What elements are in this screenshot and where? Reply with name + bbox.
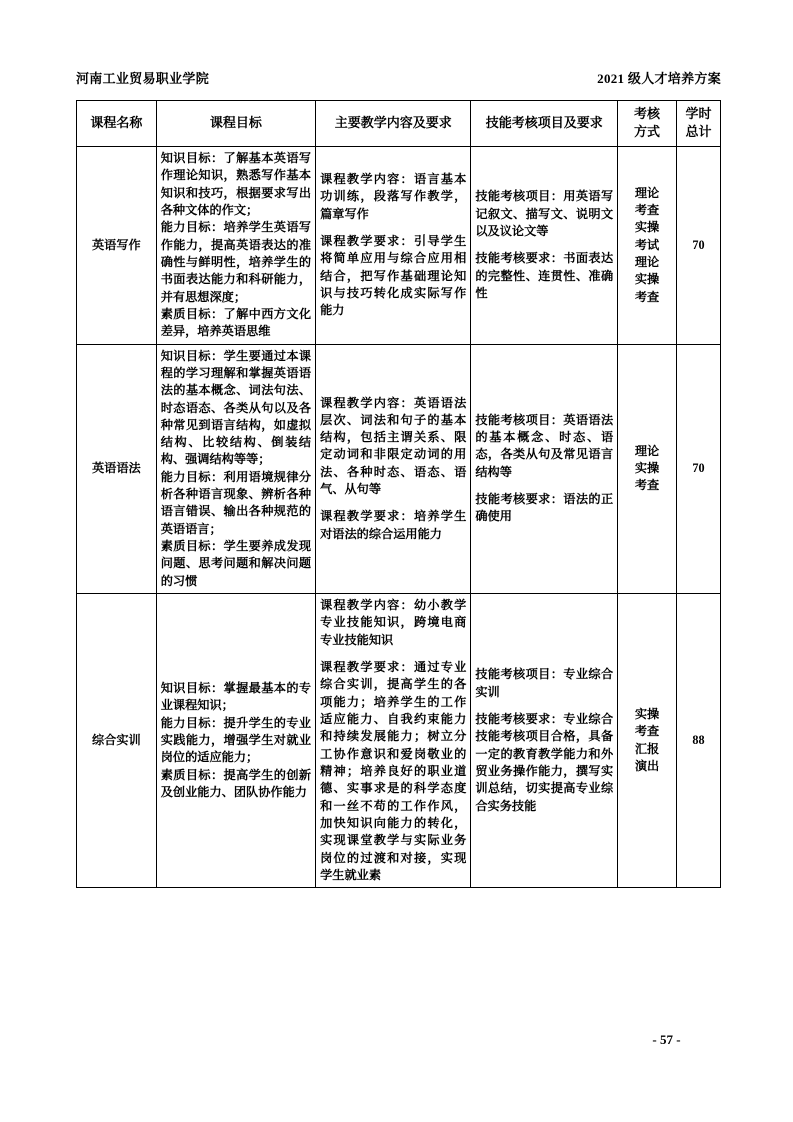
column-header-total-hours-line1: 学时 <box>685 106 712 121</box>
cell-teaching-content <box>316 594 471 888</box>
mode-line: 实操 <box>634 707 660 722</box>
page-footer <box>0 1032 793 1048</box>
cell-course-goals <box>156 146 315 344</box>
mode-line: 考查 <box>634 202 660 217</box>
goal-quality: 素质目标：了解中西方文化差异，培养英语思维 <box>160 306 312 339</box>
cell-skill-assessment <box>471 594 618 888</box>
goal-knowledge: 知识目标：了解基本英语写作理论知识，熟悉写作基本知识和技巧，根据要求写出各种文体的作文； <box>160 150 312 217</box>
cell-course-name: 综合实训 <box>77 594 157 888</box>
page-number: - 57 - <box>652 1032 681 1047</box>
mode-line: 考查 <box>634 724 660 739</box>
table-row <box>77 594 721 888</box>
mode-line: 实操 <box>634 461 660 476</box>
cell-total-hours: 88 <box>676 594 720 888</box>
goal-quality: 素质目标：学生要养成发现问题、思考问题和解决问题的习惯 <box>160 539 312 588</box>
teaching-requirement-text: 课程教学要求：通过专业综合实训，提高学生的各项能力；培养学生的工作适应能力、自我约束能力和持续发展能力；树立分工协作意识和爱岗敬业的精神；培养良好的职业道德、实事求是的科学态度和一丝不苟的工作作风，加快知识向能力的转化，实现课堂教学与实际业务岗位的过渡和对接，实现学生就业素 <box>320 660 467 883</box>
cell-total-hours: 70 <box>676 146 720 344</box>
column-header-assessment-mode <box>618 101 677 147</box>
skill-项目: 技能考核项目：用英语写记叙文、描写文、说明文以及议论文等 <box>475 189 614 238</box>
teaching-requirement-text: 课程教学要求：引导学生将简单应用与综合应用相结合，把写作基础理论知识与技巧转化成实际写作能力 <box>320 233 467 318</box>
cell-teaching-content <box>316 344 471 594</box>
cell-teaching-content <box>316 146 471 344</box>
curriculum-table <box>76 100 721 888</box>
goal-knowledge: 知识目标：掌握最基本的专业课程知识； <box>160 681 312 713</box>
goal-ability: 能力目标：培养学生英语写作能力，提高英语表达的准确性与鲜明性，培养学生的书面表达能力和科研能力，并有思想深度； <box>160 220 312 304</box>
skill-requirement: 技能考核要求：专业综合技能考核项目合格，具备一定的教育教学能力和外贸业务操作能力，撰写实训总结，切实提高专业综合实务技能 <box>475 712 614 813</box>
column-header-course-goals: 课程目标 <box>156 101 315 147</box>
cell-course-goals <box>156 594 315 888</box>
cell-skill-assessment <box>471 146 618 344</box>
goal-ability: 能力目标：利用语境规律分析各种语言现象、辨析各种语言错误、输出各种规范的英语语言； <box>160 469 312 536</box>
cell-course-name: 英语写作 <box>77 146 157 344</box>
column-header-course-name: 课程名称 <box>77 101 157 147</box>
mode-line: 演出 <box>634 759 660 774</box>
cell-course-goals <box>156 344 315 594</box>
goal-ability: 能力目标：提升学生的专业实践能力，增强学生对就业岗位的适应能力； <box>160 715 312 765</box>
cell-course-name: 英语语法 <box>77 344 157 594</box>
cell-assessment-mode <box>618 594 677 888</box>
column-header-teaching-content: 主要教学内容及要求 <box>316 101 471 147</box>
teaching-requirement-text: 课程教学要求：培养学生对语法的综合运用能力 <box>320 509 467 541</box>
cell-assessment-mode <box>618 344 677 594</box>
skill-requirement: 技能考核要求：语法的正确使用 <box>475 492 614 524</box>
mode-line: 考查 <box>634 289 660 304</box>
table-header-row <box>77 101 721 147</box>
cell-assessment-mode <box>618 146 677 344</box>
cell-total-hours: 70 <box>676 344 720 594</box>
cell-skill-assessment <box>471 344 618 594</box>
table-row <box>77 146 721 344</box>
mode-line: 理论 <box>634 185 660 200</box>
goal-knowledge: 知识目标：学生要通过本课程的学习理解和掌握英语语法的基本概念、词法句法、时态语态、各类从句以及各种常见到语言结构，如虚拟结构、比较结构、倒装结构、强调结构等等； <box>160 348 312 467</box>
skill-item: 技能考核项目：专业综合实训 <box>475 667 614 699</box>
mode-line: 理论 <box>634 254 660 269</box>
mode-line: 理论 <box>634 443 660 458</box>
column-header-total-hours <box>676 101 720 147</box>
mode-line: 考查 <box>634 478 660 493</box>
skill-item: 技能考核项目：英语语法的基本概念、时态、语态，各类从句及常见语言结构等 <box>475 412 614 479</box>
teaching-content-text: 课程教学内容：语言基本功训练，段落写作教学，篇章写作 <box>320 171 467 221</box>
mode-line: 汇报 <box>634 741 660 756</box>
header-institution: 河南工业贸易职业学院 <box>76 71 210 86</box>
page-header <box>76 68 721 87</box>
table-row <box>77 344 721 594</box>
teaching-content-text: 课程教学内容：英语语法层次、词法和句子的基本结构，包括主谓关系、限定动词和非限定动词的用法、各种时态、语态、语气、从句等 <box>320 395 467 497</box>
column-header-total-hours-line2: 总计 <box>685 124 712 140</box>
mode-line: 实操 <box>634 272 660 287</box>
mode-line: 考试 <box>634 237 660 252</box>
teaching-content-text: 课程教学内容：幼小教学专业技能知识，跨境电商专业技能知识 <box>320 598 467 647</box>
skill-requirement: 技能考核要求：书面表达的完整性、连贯性、准确性 <box>475 251 614 300</box>
column-header-assessment-mode-line2: 方式 <box>634 124 661 140</box>
goal-quality: 素质目标：提高学生的创新及创业能力、团队协作能力 <box>160 767 312 800</box>
mode-line: 实操 <box>634 220 660 235</box>
header-document-title: 2021 级人才培养方案 <box>597 71 721 86</box>
column-header-skill-assessment: 技能考核项目及要求 <box>471 101 618 147</box>
column-header-assessment-mode-line1: 考核 <box>634 106 661 121</box>
